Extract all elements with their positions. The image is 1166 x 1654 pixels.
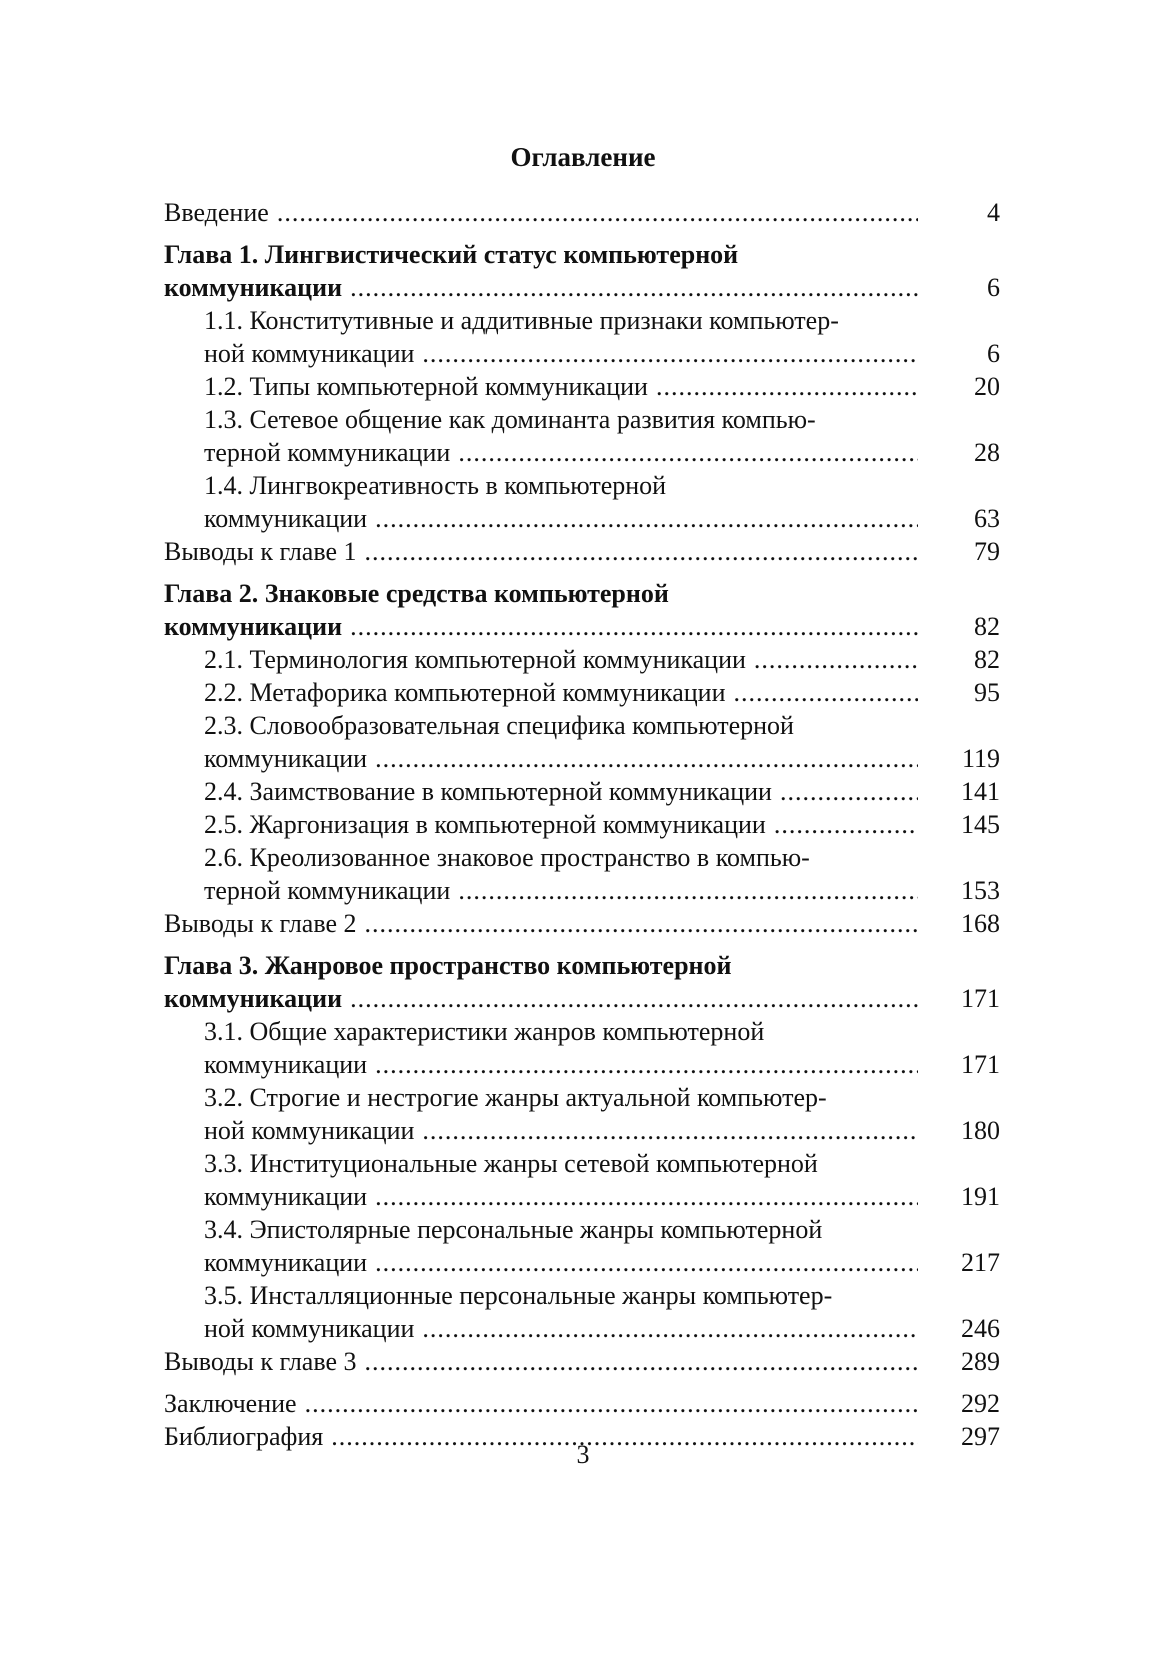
toc-page-number: 6 — [987, 273, 1000, 302]
dot-leader — [375, 1180, 918, 1213]
dot-leader — [458, 874, 918, 907]
dot-leader — [305, 1387, 918, 1420]
toc-entry-text: коммуникации — [164, 984, 343, 1013]
dot-leader — [375, 1048, 918, 1081]
dot-leader — [656, 370, 918, 403]
toc-entry-text: терной коммуникации — [204, 438, 451, 467]
toc-page-number: 28 — [974, 438, 1000, 467]
toc-page-number: 79 — [974, 537, 1000, 566]
dot-leader — [774, 808, 918, 841]
toc-entry-text: коммуникации — [164, 612, 343, 641]
dot-leader — [365, 535, 918, 568]
toc-entry-text: 2.2. Метафорика компьютерной коммуникации — [204, 678, 726, 707]
toc-page-number: 171 — [961, 1050, 1000, 1079]
toc-entry-text: Выводы к главе 3 — [164, 1347, 357, 1376]
dot-leader — [375, 1246, 918, 1279]
toc-chapter-entry — [0, 1345, 1166, 1378]
dot-leader — [458, 436, 918, 469]
toc-page-number: 4 — [987, 198, 1000, 227]
toc-page-number: 145 — [961, 810, 1000, 839]
toc-chapter-entry — [0, 238, 1166, 304]
toc-entry-text: 1.2. Типы компьютерной коммуникации — [204, 372, 648, 401]
toc-entry-text: 3.5. Инсталляционные персональные жанры компьютер- — [204, 1281, 833, 1310]
toc-entry-text: 3.4. Эпистолярные персональные жанры компьютерной — [204, 1215, 823, 1244]
toc-page-number: 153 — [961, 876, 1000, 905]
toc-entry-text: 2.6. Креолизованное знаковое пространство в компью- — [204, 843, 810, 872]
toc-entry-text: 1.1. Конститутивные и аддитивные признаки компьютер- — [204, 306, 839, 335]
toc-page-number: 289 — [961, 1347, 1000, 1376]
page-number: 3 — [576, 1440, 590, 1469]
toc-entry-text: Глава 1. Лингвистический статус компьютерной — [164, 240, 739, 269]
dot-leader — [277, 196, 918, 229]
toc-section-entry — [0, 775, 1166, 808]
toc-entry-text: 2.1. Терминология компьютерной коммуникации — [204, 645, 746, 674]
dot-leader — [780, 775, 918, 808]
toc-entry-text: ной коммуникации — [204, 1116, 415, 1145]
toc-entry-text: коммуникации — [204, 1050, 368, 1079]
toc-page-number: 168 — [961, 909, 1000, 938]
toc-chapter-entry — [0, 535, 1166, 568]
toc-section-entry — [0, 676, 1166, 709]
toc-page-number: 20 — [974, 372, 1000, 401]
toc-entry-text: Выводы к главе 1 — [164, 537, 357, 566]
toc-section-entry — [0, 370, 1166, 403]
dot-leader — [350, 982, 918, 1015]
toc-chapter-entry — [0, 907, 1166, 940]
toc-section-entry — [0, 709, 1166, 775]
toc-page-number: 95 — [974, 678, 1000, 707]
toc-page-number: 292 — [961, 1389, 1000, 1418]
dot-leader — [422, 1312, 918, 1345]
toc-entry-text: коммуникации — [204, 744, 368, 773]
toc-section-entry — [0, 469, 1166, 535]
toc-entry-text: Библиография — [164, 1422, 324, 1451]
toc-section-entry — [0, 304, 1166, 370]
toc-entry-text: 3.3. Институциональные жанры сетевой компьютерной — [204, 1149, 818, 1178]
toc-section-entry — [0, 1015, 1166, 1081]
toc-page-number: 6 — [987, 339, 1000, 368]
toc-entry-text: коммуникации — [204, 1248, 368, 1277]
toc-page-number: 217 — [961, 1248, 1000, 1277]
toc-section-entry — [0, 403, 1166, 469]
dot-leader — [422, 337, 918, 370]
toc-entry-text: 3.1. Общие характеристики жанров компьютерной — [204, 1017, 765, 1046]
toc-entry-text: 3.2. Строгие и нестрогие жанры актуальной компьютер- — [204, 1083, 827, 1112]
toc-entry-text: терной коммуникации — [204, 876, 451, 905]
toc-page-number: 63 — [974, 504, 1000, 533]
toc-section-entry — [0, 1279, 1166, 1345]
toc-entry-text: 2.3. Словообразовательная специфика компьютерной — [204, 711, 794, 740]
toc-page-number: 191 — [961, 1182, 1000, 1211]
toc-page-number: 141 — [961, 777, 1000, 806]
dot-leader — [350, 271, 918, 304]
toc-page-number: 82 — [974, 612, 1000, 641]
toc-section-entry — [0, 1147, 1166, 1213]
toc-entry-text: Введение — [164, 198, 269, 227]
toc-page-number: 246 — [961, 1314, 1000, 1343]
toc-chapter-entry — [0, 577, 1166, 643]
page-title: Оглавление — [510, 142, 656, 172]
toc-chapter-entry — [0, 1387, 1166, 1420]
toc-page-number: 297 — [961, 1422, 1000, 1451]
dot-leader — [422, 1114, 918, 1147]
toc-page-number: 82 — [974, 645, 1000, 674]
toc-entry-text: 1.4. Лингвокреативность в компьютерной — [204, 471, 667, 500]
toc-section-entry — [0, 808, 1166, 841]
toc-chapter-entry — [0, 196, 1166, 229]
toc-section-entry — [0, 841, 1166, 907]
dot-leader — [350, 610, 918, 643]
toc-entry-text: 1.3. Сетевое общение как доминанта развития компью- — [204, 405, 816, 434]
toc-section-entry — [0, 1081, 1166, 1147]
dot-leader — [754, 643, 918, 676]
toc-entry-text: ной коммуникации — [204, 1314, 415, 1343]
toc-entry-text: Глава 2. Знаковые средства компьютерной — [164, 579, 669, 608]
toc-entry-text: Глава 3. Жанровое пространство компьютерной — [164, 951, 732, 980]
toc-entry-text: коммуникации — [164, 273, 343, 302]
toc-page-number: 171 — [961, 984, 1000, 1013]
toc-entry-text: Выводы к главе 2 — [164, 909, 357, 938]
toc-entry-text: Заключение — [164, 1389, 297, 1418]
toc-page-number: 180 — [961, 1116, 1000, 1145]
dot-leader — [365, 907, 918, 940]
toc-entry-text: 2.5. Жаргонизация в компьютерной коммуникации — [204, 810, 766, 839]
toc-entry-text: 2.4. Заимствование в компьютерной коммуникации — [204, 777, 772, 806]
dot-leader — [375, 742, 918, 775]
toc-entry-text: коммуникации — [204, 1182, 368, 1211]
toc-entry-text: ной коммуникации — [204, 339, 415, 368]
toc-page-number: 119 — [961, 744, 1000, 773]
dot-leader — [375, 502, 918, 535]
table-of-contents — [0, 196, 1166, 1453]
dot-leader — [365, 1345, 918, 1378]
dot-leader — [734, 676, 919, 709]
toc-entry-text: коммуникации — [204, 504, 368, 533]
toc-section-entry — [0, 643, 1166, 676]
toc-section-entry — [0, 1213, 1166, 1279]
toc-chapter-entry — [0, 949, 1166, 1015]
